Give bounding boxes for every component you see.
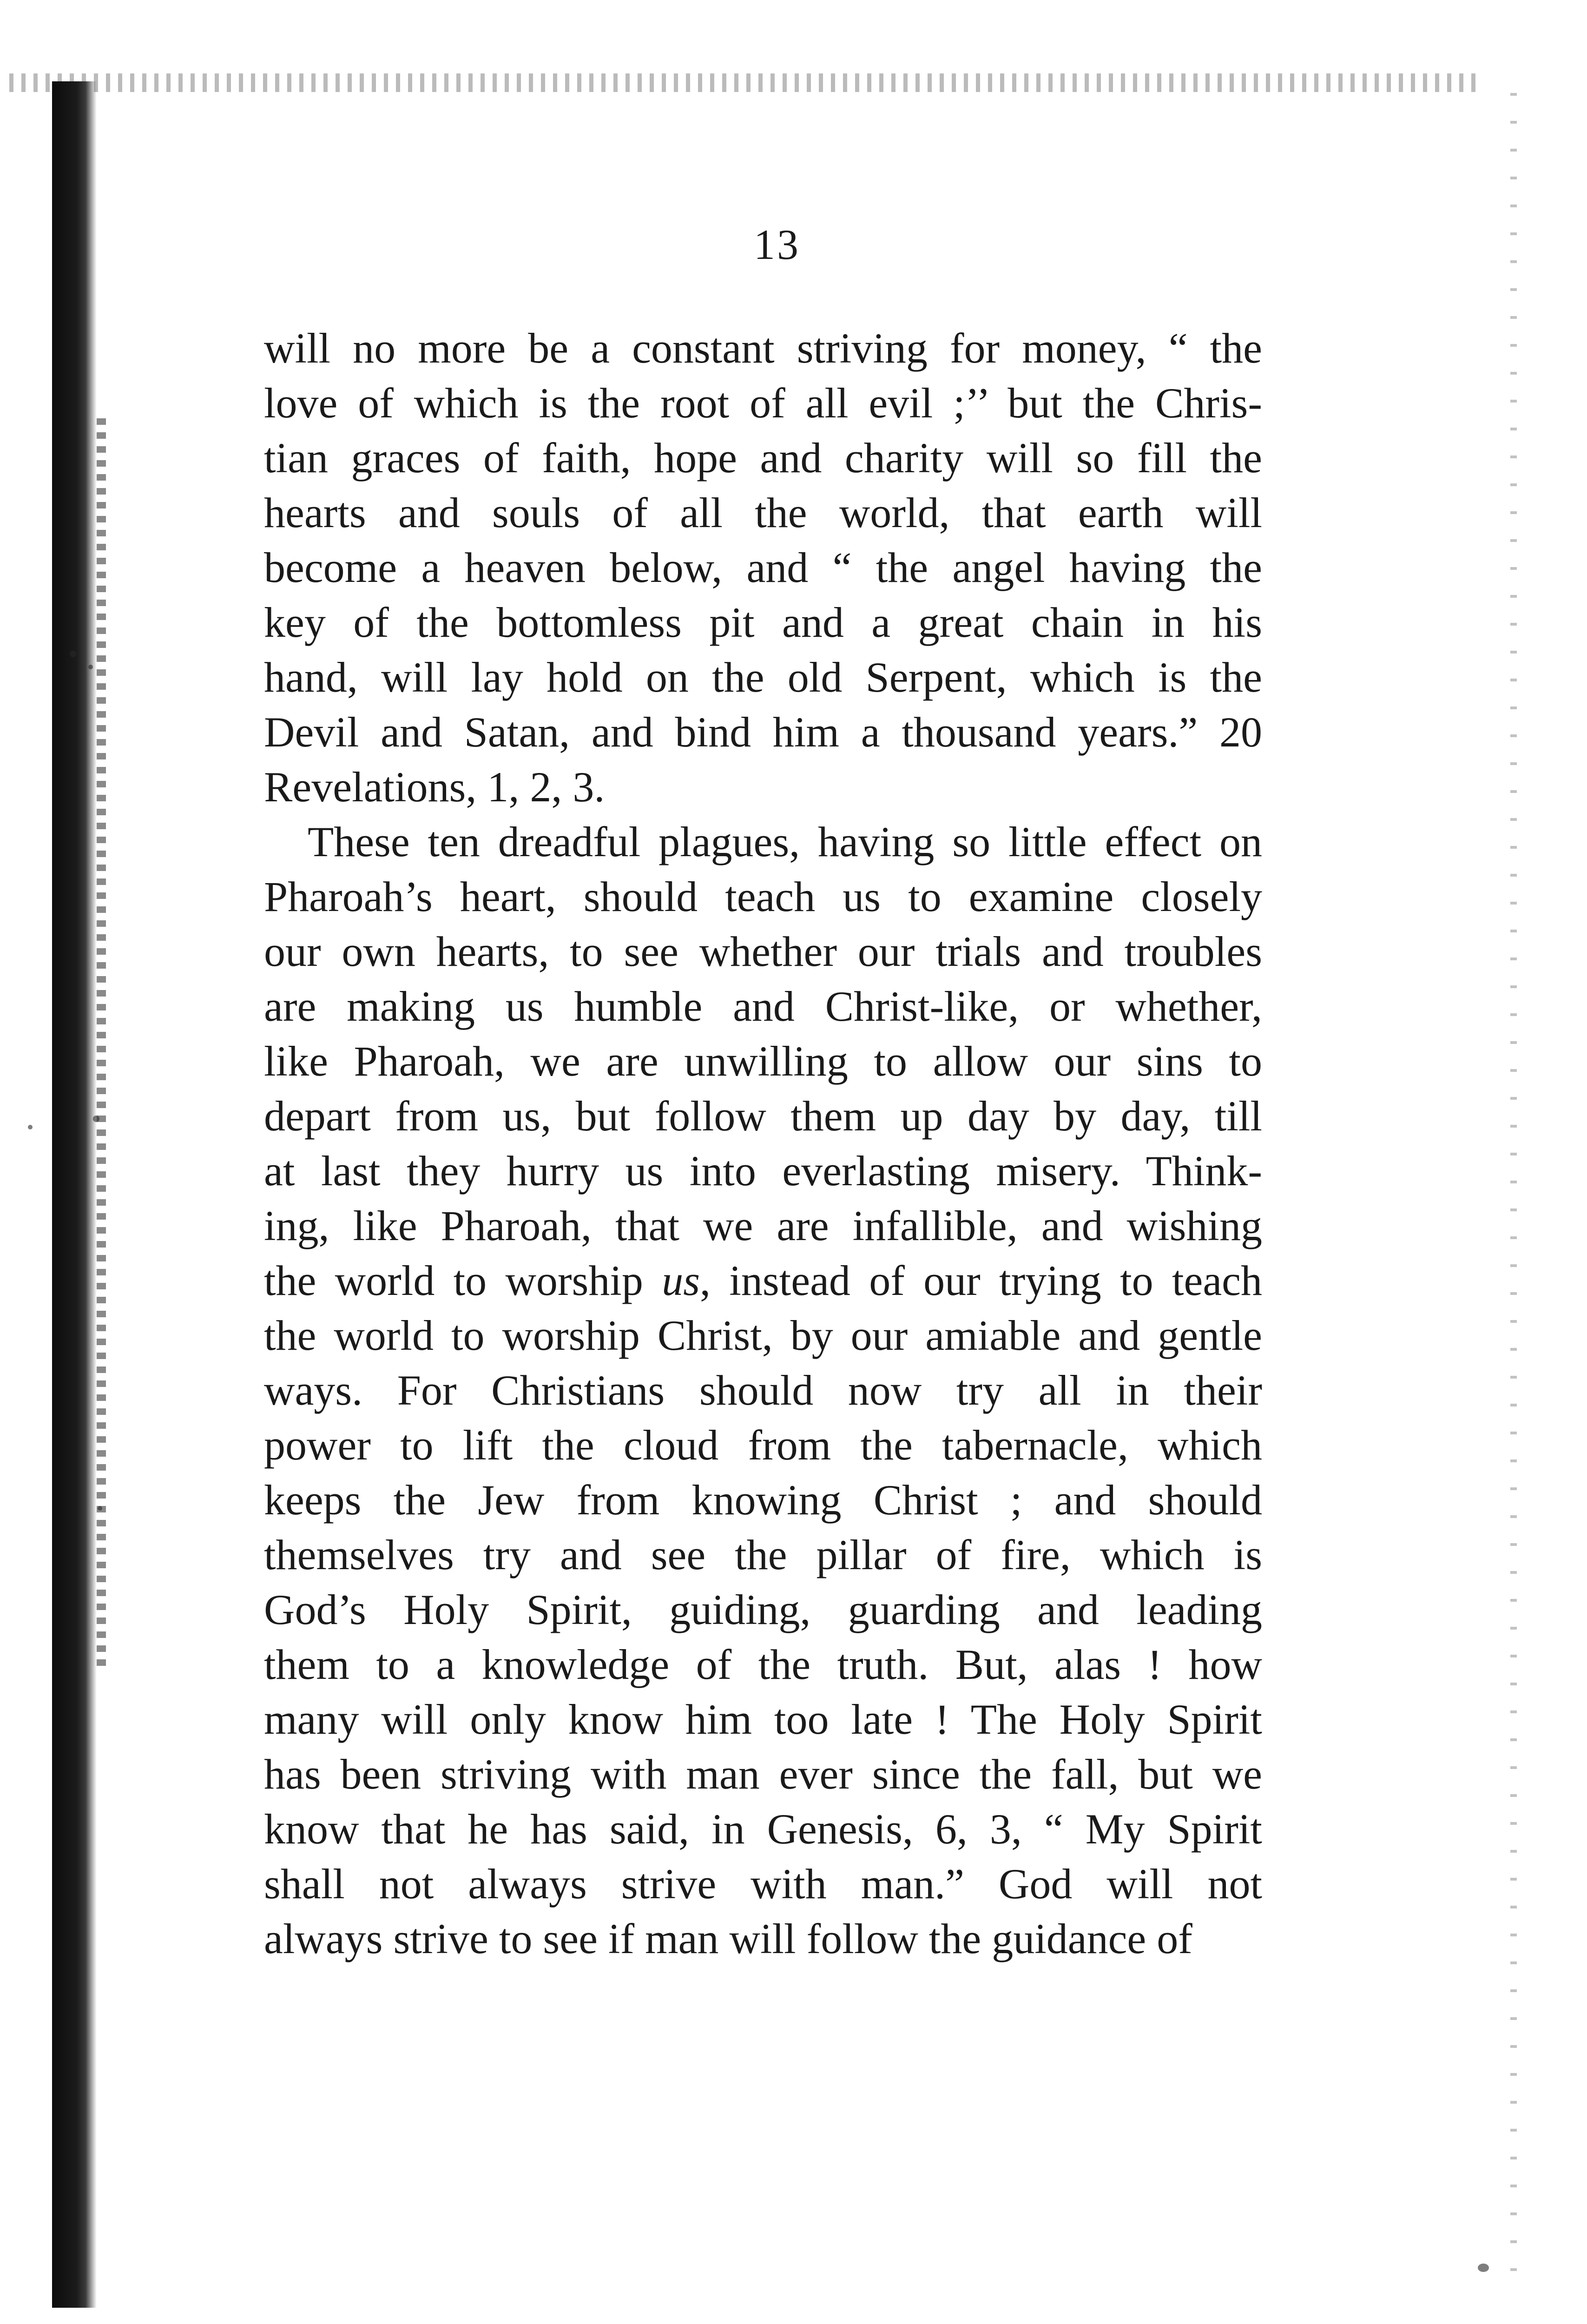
text-line: will no more be a constant striving for money, “ the	[264, 324, 1262, 372]
text-line: hearts and souls of all the world, that earth will	[264, 489, 1262, 536]
text-line: the world to worship us, instead of our trying to teach	[264, 1257, 1263, 1304]
scan-top-edge	[9, 73, 1482, 92]
binding-shadow	[52, 81, 97, 2308]
text-line: are making us humble and Christ-like, or whether,	[264, 983, 1262, 1030]
text-line: our own hearts, to see whether our trials and troubles	[264, 928, 1262, 975]
scan-right-edge	[1510, 93, 1517, 2278]
text-line: Revelations, 1, 2, 3.	[264, 763, 605, 811]
text-line: become a heaven below, and “ the angel having the	[264, 544, 1262, 591]
paragraph	[264, 814, 1262, 1966]
scan-speck	[93, 1116, 99, 1122]
text-line: at last they hurry us into everlasting misery. Think-	[264, 1147, 1262, 1195]
text-line: hand, will lay hold on the old Serpent, which is the	[264, 654, 1262, 701]
body-text	[264, 321, 1262, 1966]
text-line: key of the bottomless pit and a great chain in his	[264, 599, 1262, 646]
text-line: love of which is the root of all evil ;’’ but the Chris-	[264, 379, 1262, 427]
text-line: Pharoah’s heart, should teach us to examine closely	[264, 873, 1262, 920]
text-line: them to a knowledge of the truth. But, alas ! how	[264, 1641, 1262, 1688]
page-number: 13	[754, 221, 800, 268]
text-line: Devil and Satan, and bind him a thousand years.” 20	[264, 708, 1262, 756]
text-line: keeps the Jew from knowing Christ ; and should	[264, 1476, 1262, 1524]
paragraph	[264, 321, 1262, 814]
scan-speck	[98, 1506, 102, 1511]
text-line: God’s Holy Spirit, guiding, guarding and leading	[264, 1586, 1262, 1633]
text-line: know that he has said, in Genesis, 6, 3, “ My Spirit	[264, 1805, 1262, 1853]
text-line: ways. For Christians should now try all in their	[264, 1367, 1262, 1414]
text-line: shall not always strive with man.” God will not	[264, 1860, 1262, 1908]
binding-texture	[97, 418, 106, 1673]
scan-speck	[28, 1125, 33, 1129]
text-line: power to lift the cloud from the tabernacle, which	[264, 1421, 1262, 1469]
scan-speck	[88, 665, 93, 669]
text-line: always strive to see if man will follow the guidance of	[264, 1915, 1192, 1962]
text-line: the world to worship Christ, by our amiable and gentle	[264, 1312, 1262, 1359]
text-line: ing, like Pharoah, that we are infallible, and wishing	[264, 1202, 1262, 1249]
text-line: like Pharoah, we are unwilling to allow our sins to	[264, 1037, 1262, 1085]
emphasis-word: us	[662, 1257, 700, 1304]
scan-speck	[70, 651, 76, 657]
text-line: tian graces of faith, hope and charity will so fill the	[264, 434, 1262, 482]
text-line: many will only know him too late ! The Holy Spirit	[264, 1696, 1262, 1743]
scan-speck	[1478, 2264, 1489, 2272]
text-line: has been striving with man ever since the fall, but we	[264, 1750, 1262, 1798]
text-line: themselves try and see the pillar of fire, which is	[264, 1531, 1262, 1578]
text-line: These ten dreadful plagues, having so little effect on	[308, 818, 1262, 865]
text-line: depart from us, but follow them up day by day, till	[264, 1092, 1262, 1140]
